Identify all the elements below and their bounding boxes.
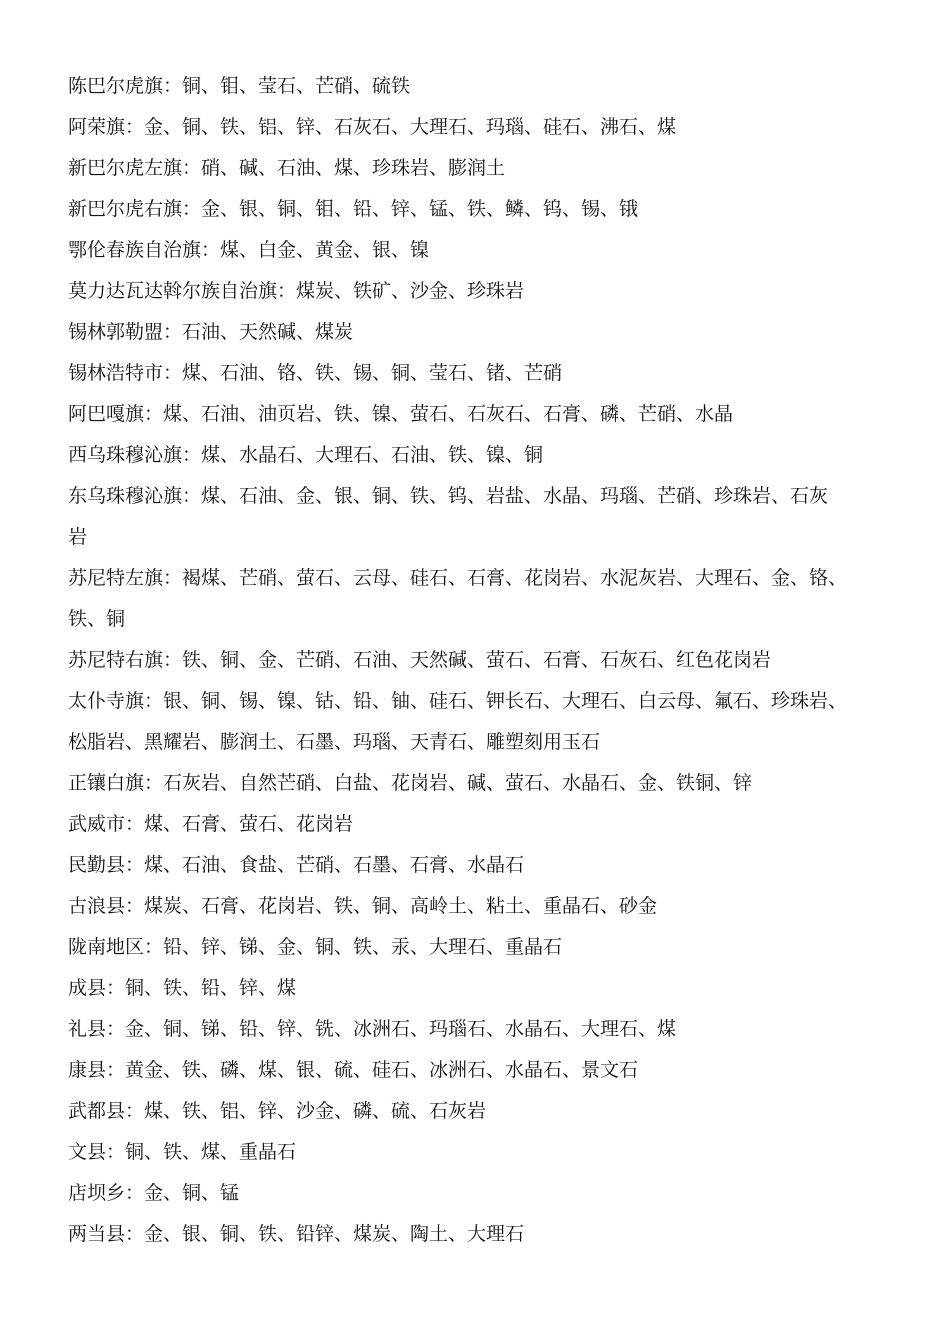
text-line: 两当县：金、银、铜、铁、铅锌、煤炭、陶土、大理石 — [68, 1223, 525, 1245]
text-line: 新巴尔虎右旗：金、银、铜、钼、铅、锌、锰、铁、鳞、钨、锡、锇 — [68, 198, 639, 220]
text-line: 岩 — [68, 526, 88, 548]
text-line: 文县：铜、铁、煤、重晶石 — [68, 1141, 297, 1163]
text-line: 武都县：煤、铁、铝、锌、沙金、磷、硫、石灰岩 — [68, 1100, 487, 1122]
text-line: 古浪县：煤炭、石膏、花岗岩、铁、铜、高岭土、粘土、重晶石、砂金 — [68, 895, 658, 917]
text-line: 莫力达瓦达斡尔族自治旗：煤炭、铁矿、沙金、珍珠岩 — [68, 280, 525, 302]
text-line: 阿巴嘎旗：煤、石油、油页岩、铁、镍、萤石、石灰石、石膏、磷、芒硝、水晶 — [68, 403, 734, 425]
text-line: 苏尼特右旗：铁、铜、金、芒硝、石油、天然碱、萤石、石膏、石灰石、红色花岗岩 — [68, 649, 772, 671]
text-line: 鄂伦春族自治旗：煤、白金、黄金、银、镍 — [68, 239, 430, 261]
text-line: 阿荣旗：金、铜、铁、铝、锌、石灰石、大理石、玛瑙、硅石、沸石、煤 — [68, 116, 677, 138]
text-line: 苏尼特左旗：褐煤、芒硝、萤石、云母、硅石、石膏、花岗岩、水泥灰岩、大理石、金、铬、 — [68, 567, 848, 589]
document-body — [68, 66, 868, 1255]
text-line: 新巴尔虎左旗：硝、碱、石油、煤、珍珠岩、膨润土 — [68, 157, 506, 179]
text-line: 太仆寺旗：银、铜、锡、镍、钴、铅、铀、硅石、钾长石、大理石、白云母、氟石、珍珠岩、 — [68, 690, 848, 712]
text-line: 成县：铜、铁、铅、锌、煤 — [68, 977, 297, 999]
text-line: 松脂岩、黑耀岩、膨润土、石墨、玛瑙、天青石、雕塑刻用玉石 — [68, 731, 601, 753]
text-line: 东乌珠穆沁旗：煤、石油、金、银、铜、铁、钨、岩盐、水晶、玛瑙、芒硝、珍珠岩、石灰 — [68, 485, 829, 507]
text-line: 锡林郭勒盟：石油、天然碱、煤炭 — [68, 321, 354, 343]
text-line: 锡林浩特市：煤、石油、铬、铁、锡、铜、莹石、锗、芒硝 — [68, 362, 563, 384]
text-line: 礼县：金、铜、锑、铅、锌、铣、冰洲石、玛瑙石、水晶石、大理石、煤 — [68, 1018, 677, 1040]
text-line: 铁、铜 — [68, 608, 126, 630]
text-line: 民勤县：煤、石油、食盐、芒硝、石墨、石膏、水晶石 — [68, 854, 525, 876]
text-line: 武威市：煤、石膏、萤石、花岗岩 — [68, 813, 354, 835]
text-line: 陇南地区：铅、锌、锑、金、铜、铁、汞、大理石、重晶石 — [68, 936, 563, 958]
text-line: 西乌珠穆沁旗：煤、水晶石、大理石、石油、铁、镍、铜 — [68, 444, 544, 466]
text-line: 店坝乡：金、铜、锰 — [68, 1182, 240, 1204]
text-line: 正镶白旗：石灰岩、自然芒硝、白盐、花岗岩、碱、萤石、水晶石、金、铁铜、锌 — [68, 772, 753, 794]
text-line: 康县：黄金、铁、磷、煤、银、硫、硅石、冰洲石、水晶石、景文石 — [68, 1059, 639, 1081]
text-line: 陈巴尔虎旗：铜、钼、莹石、芒硝、硫铁 — [68, 75, 411, 97]
